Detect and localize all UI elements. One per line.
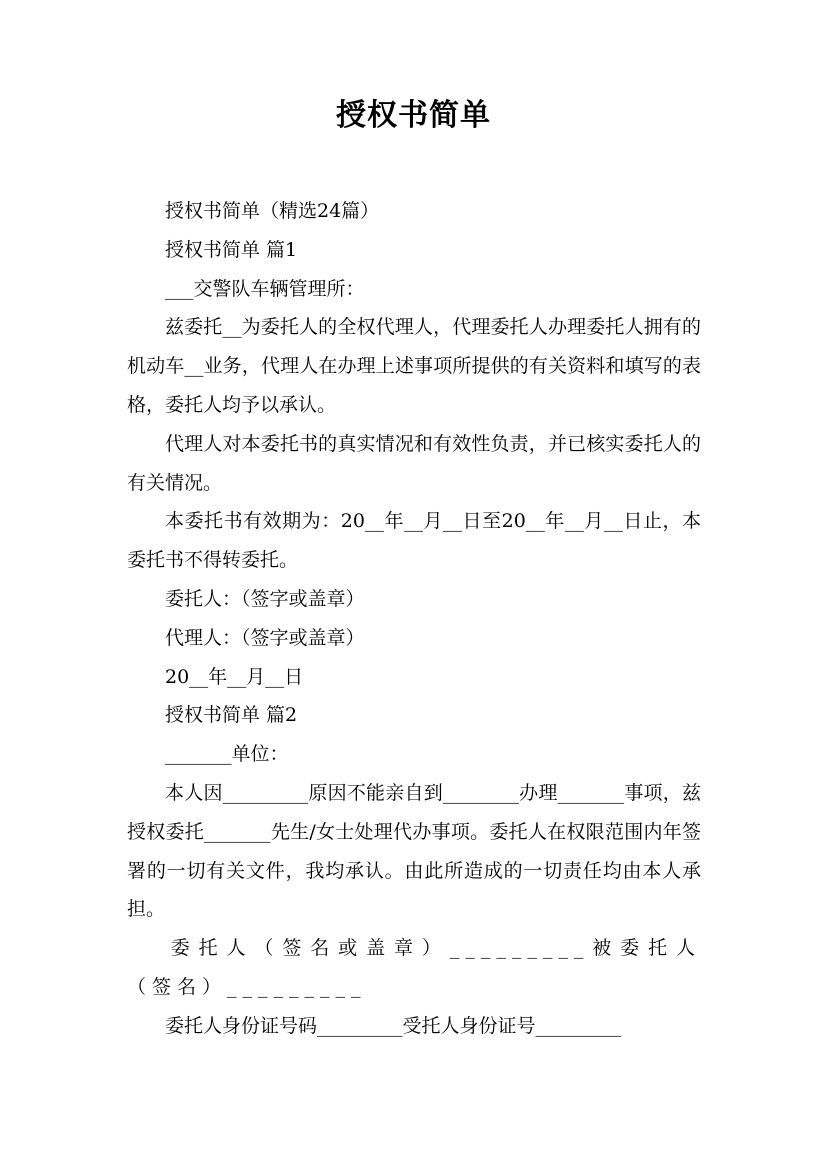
paragraph-authorization: 本人因_________原因不能亲自到________办理_______事项，兹授权委托_______先生/女士处理代办事项。委托人在权限范围内年签署的一切有关文件，我均承认。由此所造成的一切责任均由本人承担。 bbox=[127, 781, 701, 921]
section-heading-1: 授权书简单 篇1 bbox=[165, 238, 298, 261]
date-line: 20__年__月__日 bbox=[165, 665, 304, 688]
addressee-line-2: _______单位： bbox=[165, 743, 289, 766]
id-number-line: 委托人身份证号码_________受托人身份证号_________ bbox=[165, 1014, 622, 1037]
paragraph-validity: 本委托书有效期为：20__年__月__日至20__年__月__日止，本委托书不得转委托。 bbox=[127, 510, 701, 572]
paragraph-responsibility: 代理人对本委托书的真实情况和有效性负责，并已核实委托人的有关情况。 bbox=[127, 432, 701, 494]
section-heading-2: 授权书简单 篇2 bbox=[165, 704, 298, 727]
signature-parties-line: 委托人（签名或盖章）_________被委托人（签名）_________ bbox=[127, 937, 701, 998]
addressee-line-1: ___交警队车辆管理所： bbox=[165, 277, 365, 300]
document-title: 授权书简单 bbox=[336, 98, 491, 133]
paragraph-delegation: 兹委托__为委托人的全权代理人，代理委托人办理委托人拥有的机动车__业务，代理人在办理上述事项所提供的有关资料和填写的表格，委托人均予以承认。 bbox=[127, 316, 701, 416]
paragraph-subtitle: 授权书简单（精选24篇） bbox=[165, 200, 380, 222]
document-body bbox=[127, 192, 701, 1046]
signature-agent-line: 代理人：（签字或盖章） bbox=[165, 626, 365, 649]
signature-principal-line: 委托人：（签字或盖章） bbox=[165, 587, 365, 610]
